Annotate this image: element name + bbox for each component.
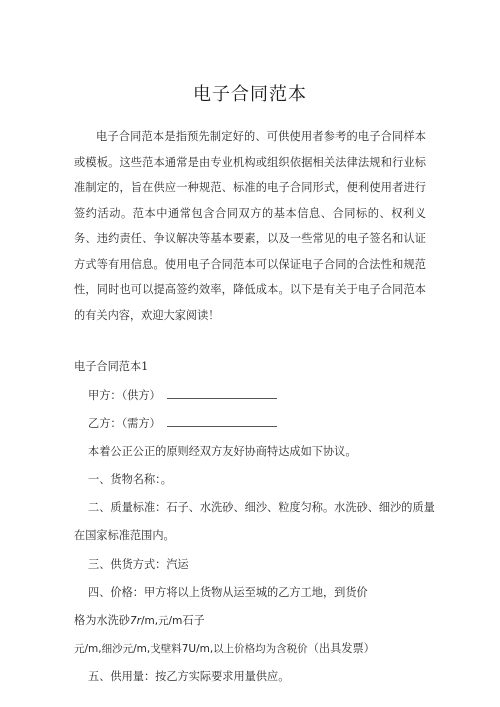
clause-4-line-3 <box>74 641 375 657</box>
clause-4-line-2-b: 7r <box>129 615 141 627</box>
clause-1: 一、货物名称：。 <box>88 473 172 486</box>
party-a-blank <box>167 387 277 399</box>
clause-2-line-1: 二、质量标准：石子、水洗砂、细沙、粒度匀称。水洗砂、细沙的质量 <box>88 501 435 514</box>
clause-5: 五、供用量：按乙方实际要求用量供应。 <box>88 670 290 683</box>
intro-paragraph: 电子合同范本是指预先制定好的、可供使用者参考的电子合同样本或模板。这些范本通常是由专业机构或组织依据相关法律法规和行业标准制定的，旨在供应一种规范、标准的电子合同形式，便利使用者进行签约活动。范本中通常包含合同双方的基本信息、合同标的、权利义务、违约责任、争议解决等基本要素，以及一些常见的电子签名和认证方式等有用信息。使用电子合同范本可以保证电子合同的合法性和规范性，同时也可以提高签约效率，降低成本。以下是有关于电子合同范本的有关内容，欢迎大家阅读！ <box>74 130 426 322</box>
clause-2-line-2: 在国家标准范围内。 <box>74 529 175 542</box>
clause-4-line-2-a: 格为水洗砂 <box>74 614 130 627</box>
party-a-line <box>88 387 277 404</box>
party-a-label: 甲方：（供方） <box>88 389 161 402</box>
clause-3: 三、供货方式：汽运 <box>88 558 189 571</box>
clause-4-line-2 <box>74 613 205 629</box>
clause-4-line-3-a: 元/m,细沙元/m,戈壁料7U/m,以上价格均为含税价 <box>74 643 308 655</box>
party-b-label: 乙方：（需方） <box>88 417 161 430</box>
clause-4-line-1: 四、价格：甲方将以上货物从运至城的乙方工地，到货价 <box>88 586 368 599</box>
agreement-line: 本着公正公正的原则经双方友好协商特达成如下协议。 <box>88 445 357 458</box>
document-title: 电子合同范本 <box>193 84 307 105</box>
clause-4-line-3-b: （出具发票） <box>307 642 375 655</box>
clause-4-line-2-d: 石子 <box>182 614 205 627</box>
party-b-line <box>88 415 277 432</box>
party-b-blank <box>167 415 277 427</box>
clause-4-line-2-c: /m,元/m <box>140 615 183 627</box>
section-heading: 电子合同范本1 <box>74 360 149 373</box>
